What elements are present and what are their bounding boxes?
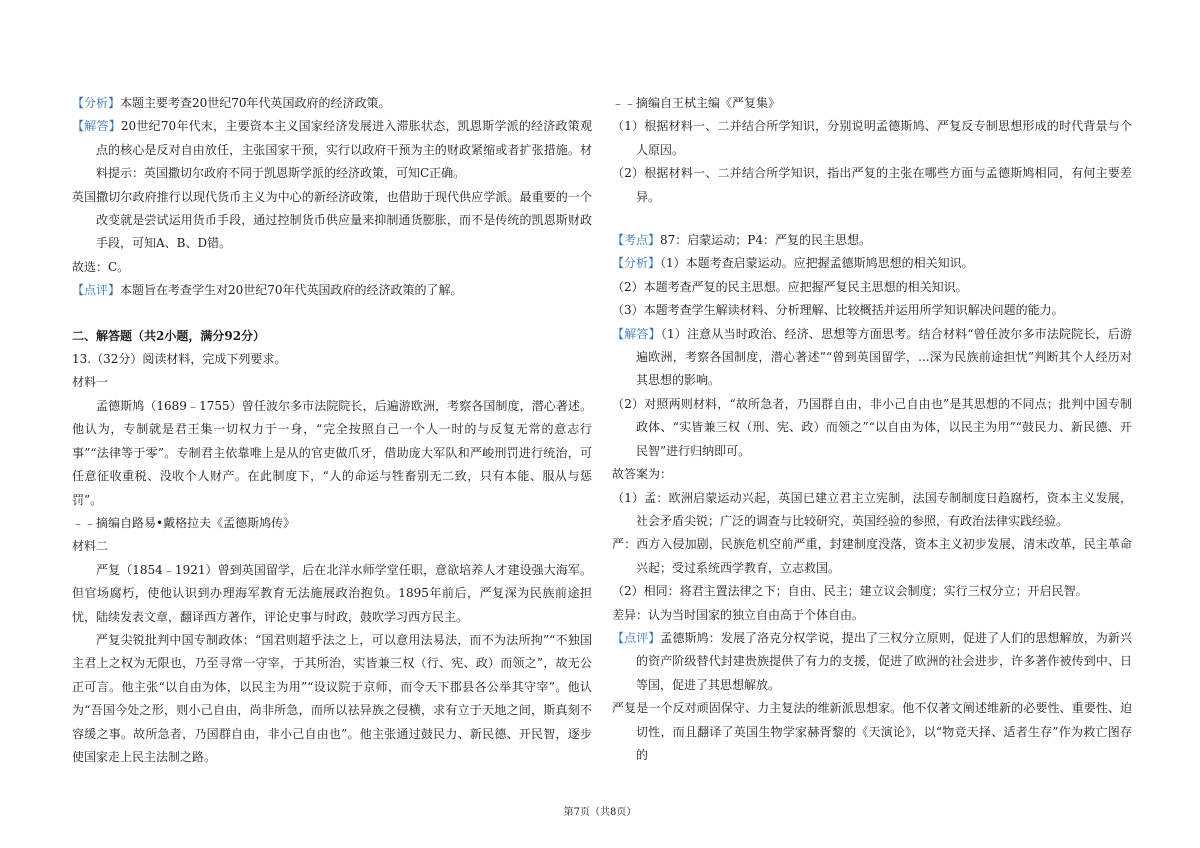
analysis-2: （2）本题考查严复的民主思想。应把握严复民主思想的相关知识。 — [612, 279, 968, 294]
comment-continuation: 严复是一个反对顽固保守、力主复法的维新派思想家。他不仅著文阐述维新的必要性、重要性、迫切性，而且翻译了英国生物学家赫胥黎的《天演论》，以“物竞天择、适者生存”作为救亡图存的 — [612, 701, 1132, 762]
answer-item-2: 严：西方入侵加剧，民族危机空前严重，封建制度没落，资本主义初步发展，清末改革，民主革命兴起；受过系统西学教育，立志救国。 — [612, 537, 1132, 575]
material-2-source: ﹣﹣摘编自王栻主编《严复集》 — [612, 96, 781, 110]
comment-text: 孟德斯鸠：发展了洛克分权学说，提出了三权分立原则，促进了人们的思想解放，为新兴的资产阶级替代封建贵族提供了有力的支援，促进了欧洲的社会进步，许多著作被传到中、日等国，促进了其思想解放。 — [636, 630, 1132, 692]
analysis-1 — [612, 252, 1132, 275]
left-column — [72, 92, 592, 769]
analysis-paragraph — [72, 92, 592, 115]
section-heading: 二、解答题（共2小题，满分92分） — [72, 328, 266, 343]
answer-2: （2）对照两则材料，“故所急者，乃国群自由，非小己自由也”是其思想的不同点；批判中国专制政体、“实皆兼三权（刑、宪、政）而领之”“以自由为体，以民主为用”“鼓民力、新民德、开民智”进行归纳即可。 — [612, 396, 1132, 458]
analysis-text-1: （1）本题考查启蒙运动。应把握孟德斯鸠思想的相关知识。 — [660, 256, 974, 271]
comment-text: 本题旨在考查学生对20世纪70年代英国政府的经济政策的了解。 — [120, 283, 463, 298]
answer-item-3: （2）相同：将君主置法律之下；自由、民主；建立议会制度；实行三权分立；开启民智。 — [612, 584, 1088, 599]
sub-question-2: （2）根据材料一、二并结合所学知识，指出严复的主张在哪些方面与孟德斯鸠相同，有何主要差异。 — [612, 166, 1132, 204]
spacer — [72, 303, 592, 325]
comment-tag: 【点评】 — [72, 283, 121, 298]
answer-label: 故答案为： — [612, 467, 673, 482]
material-1-title: 材料一 — [72, 375, 109, 390]
page-footer: 第7页（共8页） — [563, 807, 637, 818]
material-2-title: 材料二 — [72, 539, 109, 554]
answer-item-4: 差异：认为当时国家的独立自由高于个体自由。 — [612, 607, 865, 622]
knowledge-text: 87：启蒙运动；P4：严复的民主思想。 — [660, 233, 871, 248]
analysis-3: （3）本题考查学生解读材料、分析理解、比较概括并运用所学知识解决问题的能力。 — [612, 303, 1064, 318]
material-2-text-2: 严复尖锐批判中国专制政体：“国君则超乎法之上，可以意用法易法，而不为法所拘”“不独国主君上之权为无限也，乃至寻常一守宰，于其所治，实皆兼三权（行、宪、政）而领之”，故无公正可言。他主张“以自由为体，以民主为用”“设议院于京师，而令天下郡县各公举其守宰”。他认为“吾国今处之形，则小己自由，尚非所急，而所以祛异族之侵横，求有立于天地之间，斯真刻不容缓之事。故所急者，乃国群自由，非小己自由也”。他主张通过鼓民力、新民德、开民智，逐步使国家走上民主法制之路。 — [72, 632, 592, 764]
answer-continuation: 英国撒切尔政府推行以现代货币主义为中心的新经济政策，也借助于现代供应学派。最重要的一个改变就是尝试运用货币手段，通过控制货币供应量来抑制通货膨胀，而不是传统的凯恩斯财政手段，可知A、B、D错。 — [72, 189, 592, 251]
answer-tag: 【解答】 — [72, 119, 121, 134]
comment-paragraph — [72, 279, 592, 302]
knowledge-point — [612, 229, 1132, 252]
answer-text: 20世纪70年代末，主要资本主义国家经济发展进入滞胀状态，凯恩斯学派的经济政策观点的核心是反对自由放任，主张国家干预，实行以政府干预为主的财政紧缩或者扩张措施。材料提示：英国撒切尔政府不同于凯恩斯学派的经济政策，可知C正确。 — [96, 119, 592, 181]
comment-paragraph — [612, 627, 1132, 697]
answer-1 — [612, 323, 1132, 393]
choice-line: 故选：C。 — [72, 259, 130, 274]
answer-item-1: （1）孟：欧洲启蒙运动兴起，英国已建立君主立宪制，法国专制制度日趋腐朽，资本主义发展，社会矛盾尖锐；广泛的调查与比较研究，英国经验的参照，有政治法律实践经验。 — [612, 490, 1132, 528]
answer-tag: 【解答】 — [612, 326, 661, 341]
answer-paragraph — [72, 115, 592, 185]
analysis-text: 本题主要考查20世纪70年代英国政府的经济政策。 — [120, 96, 391, 110]
answer-text-1: （1）注意从当时政治、经济、思想等方面思考。结合材料“曾任波尔多市法院院长，后游遍欧洲，考察各国制度，潜心著述”“曾到英国留学，...深为民族前途担忧”判断其个人经历对其思想的影响。 — [636, 326, 1132, 388]
material-2-text-1: 严复（1854﹣1921）曾到英国留学，后在北洋水师学堂任职，意欲培养人才建设强大海军。但官场腐朽，使他认识到办理海军教育无法施展政治抱负。1895年前后，严复深为民族前途担忧，陆续发表文章，翻译西方著作，评论史事与时政，鼓吹学习西方民主。 — [72, 562, 592, 624]
sub-question-1: （1）根据材料一、二并结合所学知识，分别说明孟德斯鸠、严复反专制思想形成的时代背景与个人原因。 — [612, 119, 1132, 157]
analysis-tag: 【分析】 — [612, 256, 661, 271]
analysis-tag: 【分析】 — [72, 96, 121, 110]
right-column — [612, 92, 1132, 767]
question-13: 13.（32分）阅读材料，完成下列要求。 — [72, 352, 287, 367]
spacer — [612, 209, 1132, 229]
material-1-text: 孟德斯鸠（1689﹣1755）曾任波尔多市法院院长，后遍游欧洲，考察各国制度，潜心著述。他认为，专制就是君王集一切权力于一身，“完全按照自己一个人一时的与反复无常的意志行事”“法律等于零”。专制君主依靠唯上是从的官吏做爪牙，借助庞大军队和严峻刑罚进行统治，可任意征收重税、没收个人财产。在此制度下，“人的命运与牲畜别无二致，只有本能、服从与惩罚”。 — [72, 398, 592, 507]
knowledge-tag: 【考点】 — [612, 233, 661, 248]
comment-tag: 【点评】 — [612, 630, 661, 645]
material-1-source: ﹣﹣摘编自路易•戴格拉夫《孟德斯鸠传》 — [72, 515, 296, 530]
